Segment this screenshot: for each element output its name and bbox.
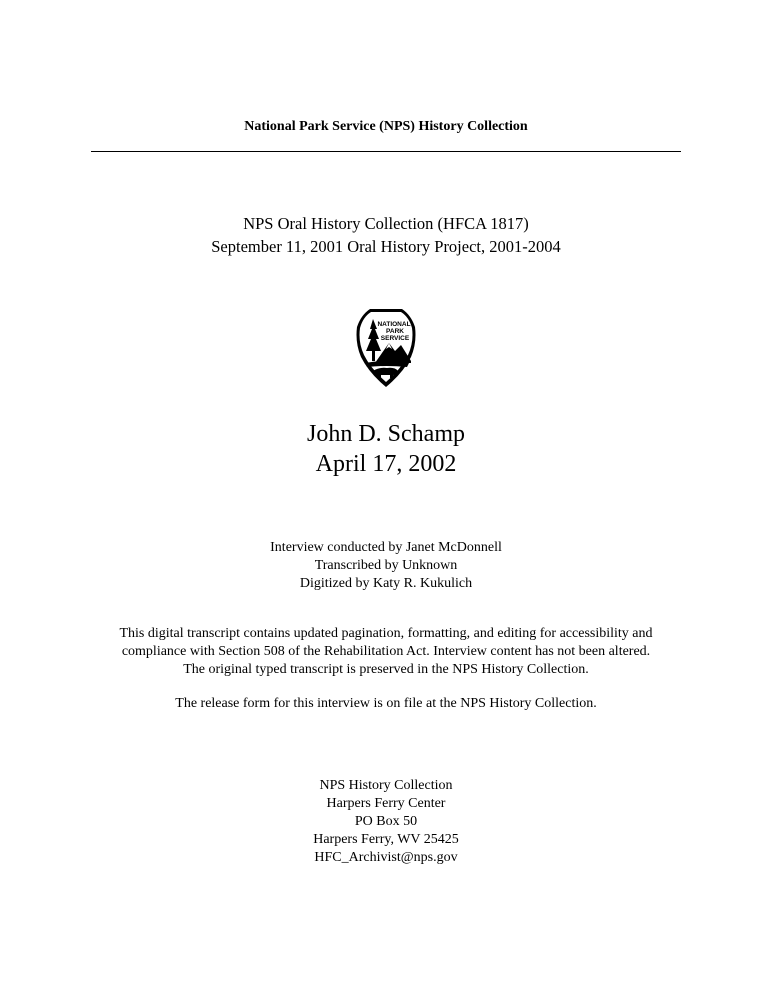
accessibility-notice-line-3: The original typed transcript is preserved in the NPS History Collection. — [183, 662, 589, 677]
address-organization: NPS History Collection — [319, 778, 453, 793]
logo-text-park: PARK — [386, 328, 404, 335]
header-divider — [91, 151, 681, 152]
accessibility-notice-line-1: This digital transcript contains updated pagination, formatting, and editing for accessibility and — [119, 626, 653, 641]
header-title: National Park Service (NPS) History Collection — [244, 119, 528, 134]
interviewer-credit: Interview conducted by Janet McDonnell — [270, 540, 502, 555]
project-title: September 11, 2001 Oral History Project, 2001-2004 — [211, 237, 561, 256]
address-center: Harpers Ferry Center — [326, 796, 446, 811]
address-po-box: PO Box 50 — [354, 814, 418, 829]
nps-arrowhead-icon — [353, 305, 419, 389]
accessibility-notice-line-2: compliance with Section 508 of the Rehabilitation Act. Interview content has not been altered. — [121, 644, 651, 659]
digitizer-credit: Digitized by Katy R. Kukulich — [299, 576, 473, 591]
interview-date: April 17, 2002 — [315, 451, 457, 477]
address-city-state-zip: Harpers Ferry, WV 25425 — [313, 832, 459, 847]
release-form-note: The release form for this interview is on file at the NPS History Collection. — [175, 696, 597, 711]
logo-text-national: NATIONAL — [377, 321, 411, 328]
contact-email[interactable]: HFC_Archivist@nps.gov — [314, 850, 458, 865]
interviewee-name: John D. Schamp — [307, 421, 465, 447]
collection-title: NPS Oral History Collection (HFCA 1817) — [243, 214, 529, 233]
transcriber-credit: Transcribed by Unknown — [314, 558, 458, 573]
logo-text-service: SERVICE — [380, 335, 410, 342]
